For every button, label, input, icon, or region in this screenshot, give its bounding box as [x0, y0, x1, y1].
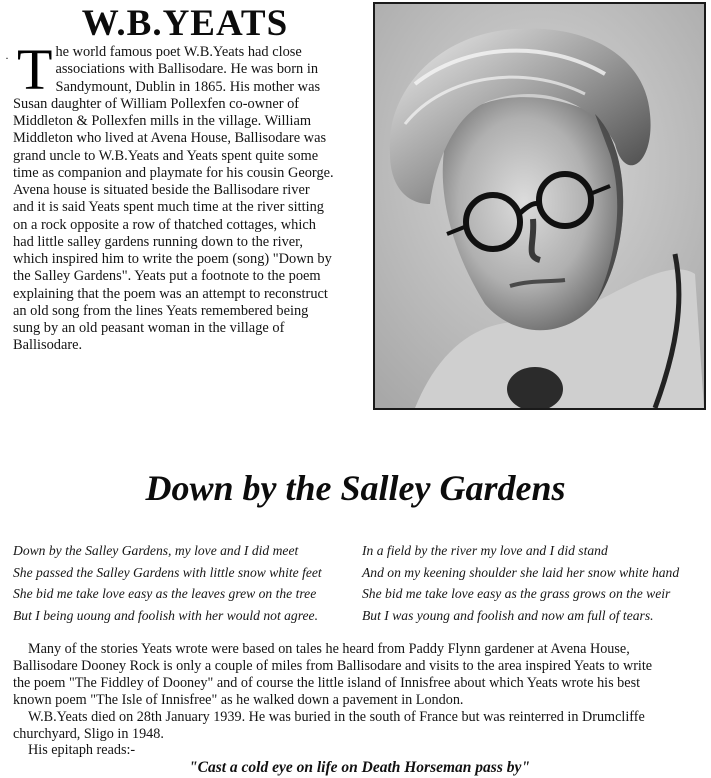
bio-line: time as companion and playmate for his cousin George. [13, 164, 334, 181]
poem-verse-1 [13, 540, 322, 626]
story-line: known poem "The Isle of Innisfree" as he walked down a pavement in London. [13, 691, 464, 708]
bio-line: Ballisodare. [13, 337, 83, 354]
bio-line: had little salley gardens running down to the river, [13, 233, 303, 250]
story-paragraph-2 [13, 709, 703, 743]
bio-line: Susan daughter of William Pollexfen co-owner of [13, 95, 300, 112]
portrait-image [375, 4, 704, 408]
bio-line: Sandymount, Dublin in 1865. His mother was [55, 78, 321, 95]
bio-line: on a rock opposite a row of thatched cottages, which [13, 216, 316, 233]
bullet-dot: · [5, 51, 9, 65]
bio-line: grand uncle to W.B.Yeats and Yeats spent quite some [13, 147, 319, 164]
bio-paragraph [13, 37, 368, 355]
story-text [13, 641, 703, 759]
story-line: Ballisodare Dooney Rock is only a couple of miles from Ballisodare and visits to the area inspired Yeats to write [13, 657, 653, 674]
poem-line: But I was young and foolish and now am full of tears. [362, 607, 654, 623]
poem-line: She bid me take love easy as the grass grows on the weir [362, 586, 671, 602]
bio-heading: W.B.YEATS [81, 3, 289, 44]
bio-line: and it is said Yeats spent much time at the river sitting [13, 199, 324, 216]
story-paragraph-1 [13, 641, 703, 709]
bio-line: which inspired him to write the poem (song) "Down by [13, 251, 332, 267]
bio-line: explaining that the poem was an attempt to reconstruct [13, 285, 328, 302]
epitaph-intro: His epitaph reads:- [28, 742, 136, 759]
story-line: churchyard, Sligo in 1948. [13, 725, 164, 742]
poem-line: She bid me take love easy as the leaves grew on the tree [13, 586, 317, 602]
bio-line: Middleton & Pollexfen mills in the village. William [13, 113, 312, 129]
poem-line: And on my keening shoulder she laid her snow white hand [362, 564, 680, 580]
poem-verse-2 [362, 540, 679, 626]
bio-line: the Salley Gardens". Yeats put a footnote to the poem [13, 268, 321, 285]
epitaph-quote: "Cast a cold eye on life on Death Horseman pass by" [189, 759, 530, 776]
poem-line: Down by the Salley Gardens, my love and I did meet [13, 543, 299, 558]
bio-line: Middleton who lived at Avena House, Ballisodare was [13, 130, 327, 147]
bio-line: an old song from the lines Yeats remembered being [13, 302, 309, 319]
bio-line: Avena house is situated beside the Ballisodare river [13, 182, 310, 198]
drop-cap: T [17, 37, 53, 102]
story-line: Many of the stories Yeats wrote were based on tales he heard from Paddy Flynn gardener at Avena House, [28, 641, 630, 657]
bio-line: he world famous poet W.B.Yeats had close [55, 44, 302, 60]
story-line: W.B.Yeats died on 28th January 1939. He was buried in the south of France but was reinterred in Drumcliffe [28, 708, 645, 725]
bio-line: sung by an old peasant woman in the village of [13, 320, 285, 336]
story-paragraph-3 [13, 742, 703, 759]
poem-line: She passed the Salley Gardens with little snow white feet [13, 564, 322, 580]
bio-line: associations with Ballisodare. He was born in [55, 61, 319, 78]
portrait-photo [373, 2, 706, 410]
story-line: the poem "The Fiddley of Dooney" and of course the little island of Innisfree about which Yeats wrote his best [13, 674, 641, 691]
poem-line: In a field by the river my love and I did stand [362, 543, 608, 558]
song-title: Down by the Salley Gardens [145, 468, 566, 508]
bio-text [5, 37, 368, 355]
poem-line: But I being uoung and foolish with her would not agree. [13, 607, 318, 623]
